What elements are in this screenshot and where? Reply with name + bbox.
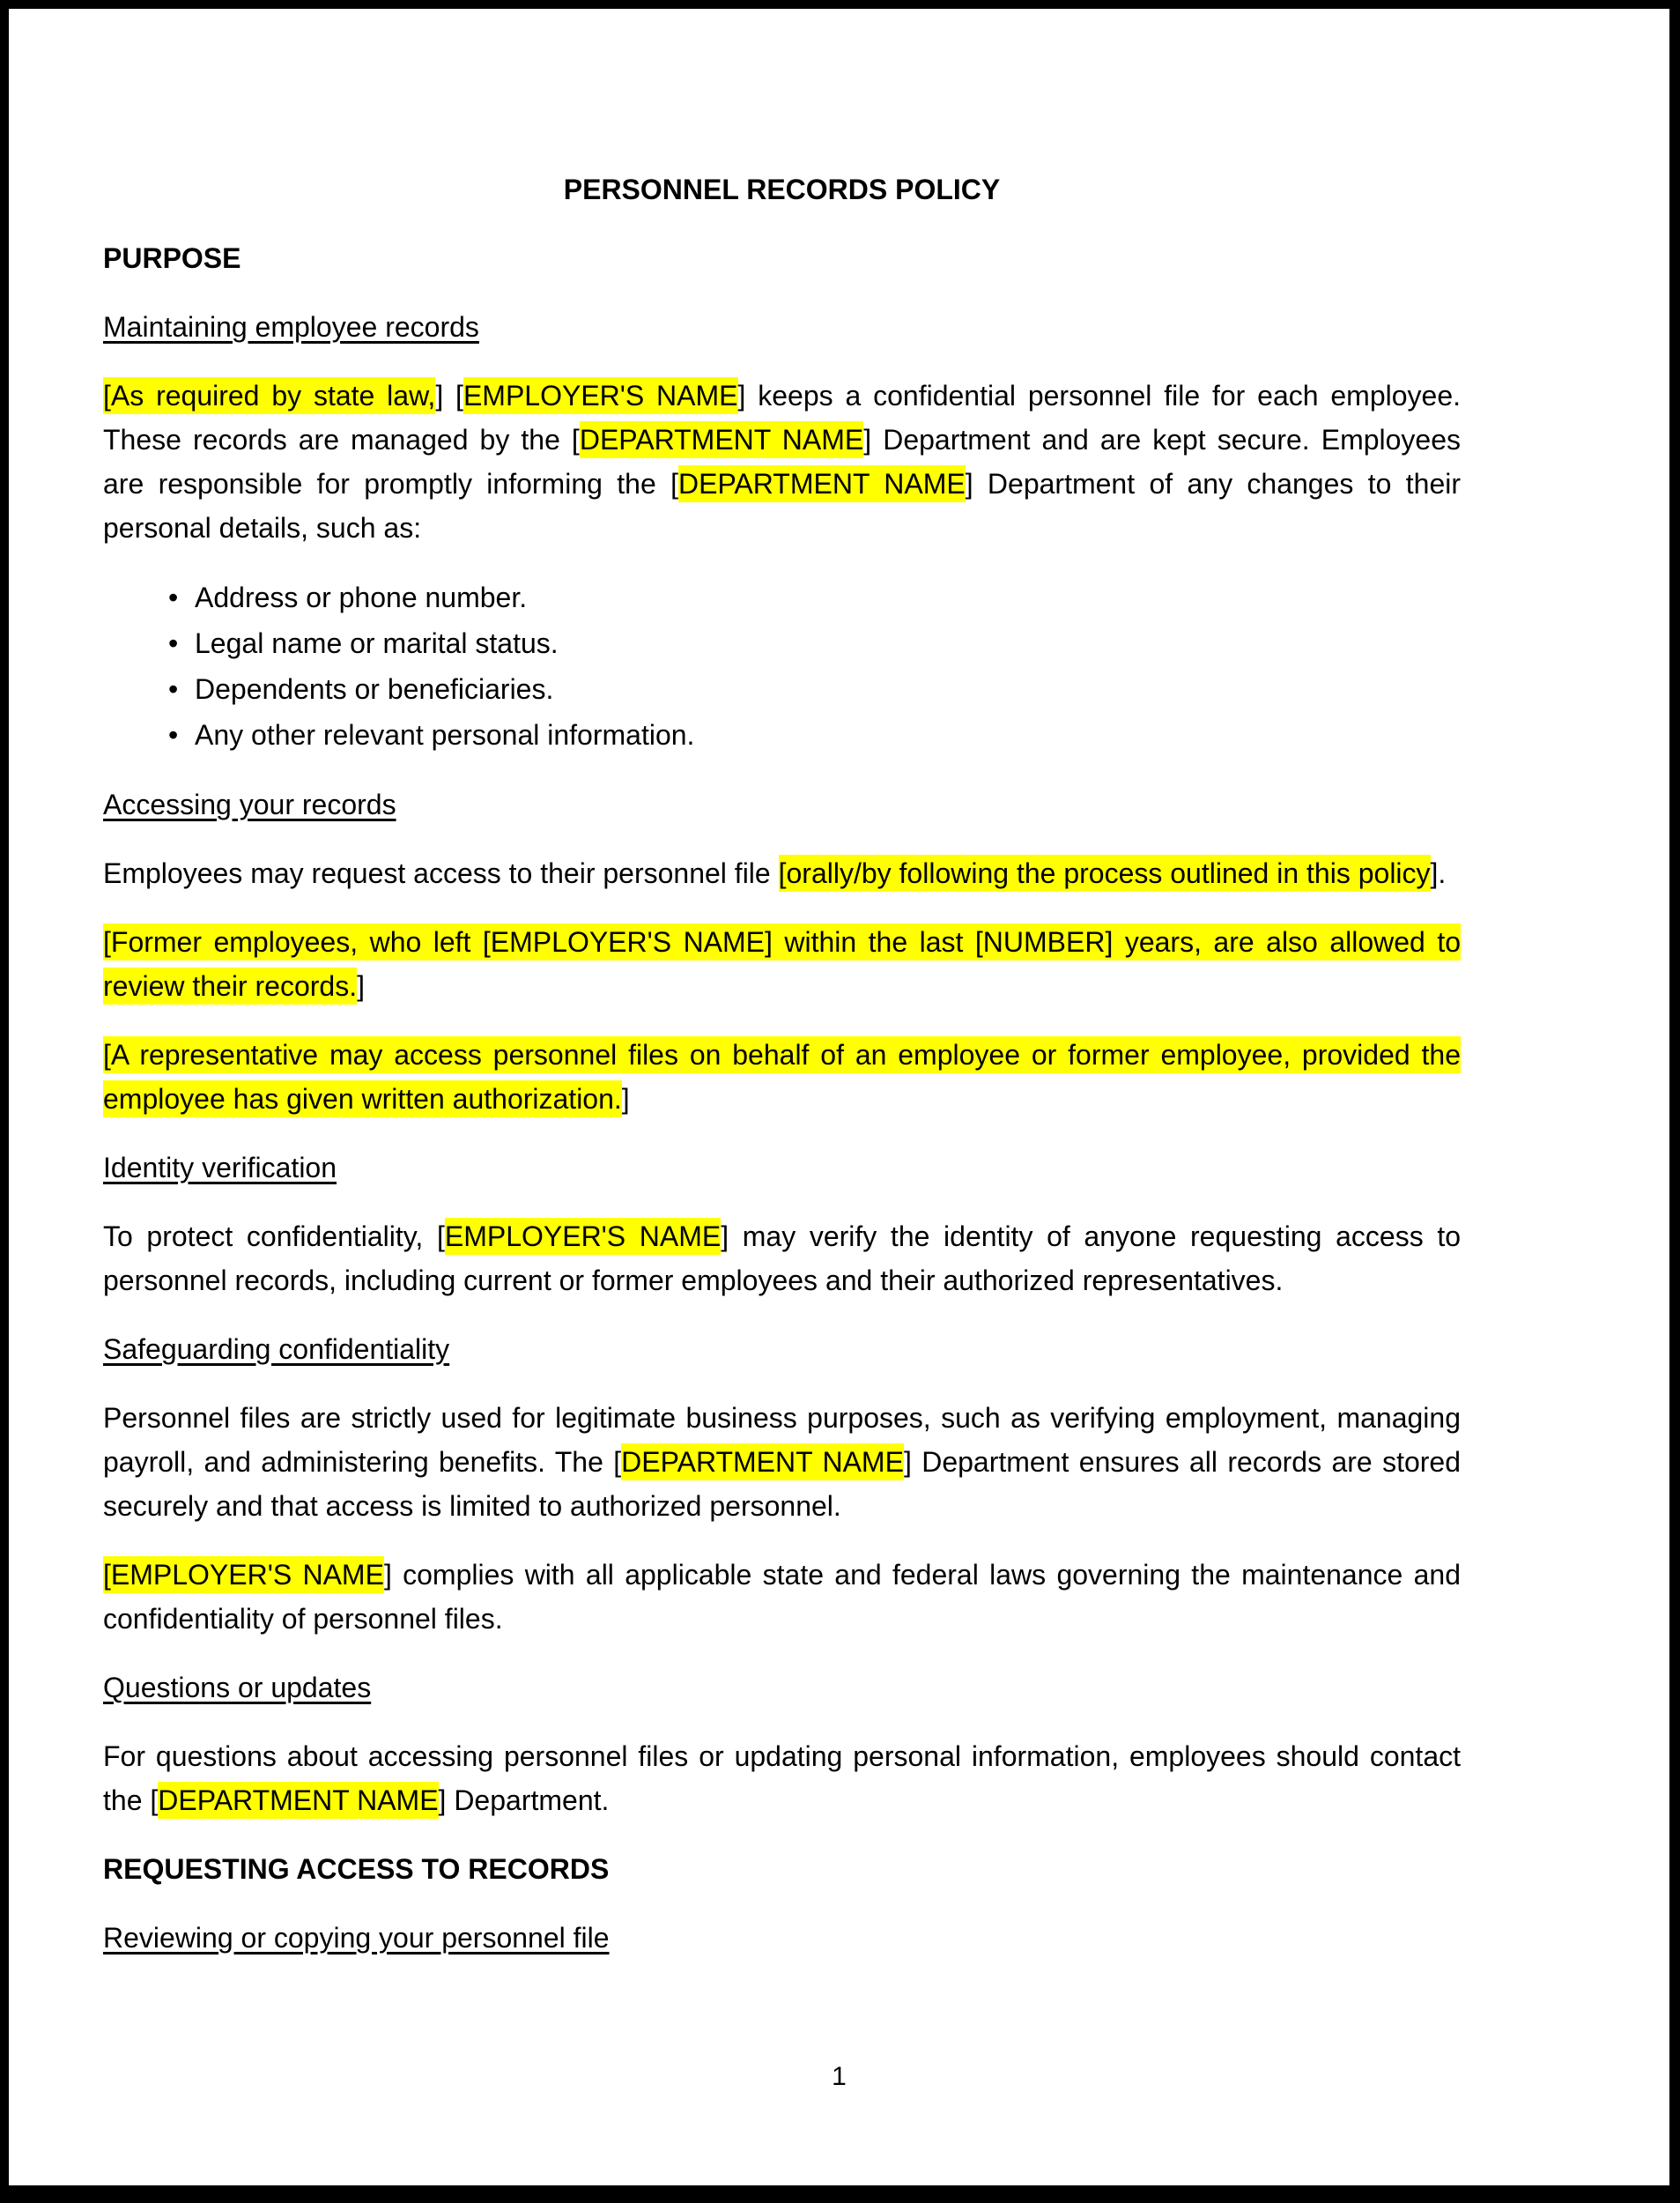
paragraph-accessing-2: [103, 920, 1461, 1008]
page-number: 1: [832, 2062, 847, 2091]
paragraph-questions: [103, 1734, 1461, 1822]
subsection-heading-questions: Questions or updates: [103, 1672, 372, 1703]
body-text: To protect confidentiality, [: [103, 1220, 445, 1252]
body-text: ] Department and are kept secure. Employees are responsible for promptly informing the [: [103, 424, 1462, 500]
body-text: ]: [357, 970, 365, 1002]
bullet-icon: •: [168, 582, 179, 613]
placeholder-employer-name: EMPLOYER'S NAME: [445, 1218, 721, 1255]
body-text: ].: [1430, 857, 1447, 889]
list-item-text: Legal name or marital status.: [195, 627, 559, 659]
subsection-heading-maintaining: Maintaining employee records: [103, 311, 479, 343]
placeholder-employer-name: EMPLOYER'S NAME: [463, 377, 738, 414]
bullet-icon: •: [168, 627, 179, 659]
list-item-text: Any other relevant personal information.: [195, 719, 695, 751]
placeholder-department-name: DEPARTMENT NAME: [621, 1443, 904, 1480]
list-item: [103, 712, 1461, 758]
section-heading-requesting: REQUESTING ACCESS TO RECORDS: [103, 1853, 610, 1885]
body-text: ]: [621, 1083, 630, 1115]
body-text: For questions about accessing personnel files or updating personal information, employees should contact the [: [103, 1740, 1461, 1816]
highlighted-optional-text: [As required by state law,: [103, 377, 435, 414]
body-text: ] Department.: [438, 1784, 610, 1816]
document-title: PERSONNEL RECORDS POLICY: [563, 174, 1001, 205]
paragraph-accessing-3: [103, 1033, 1461, 1121]
subsection-heading-identity: Identity verification: [103, 1152, 337, 1183]
list-item-text: Address or phone number.: [195, 582, 528, 613]
highlighted-optional-text: [Former employees, who left [EMPLOYER'S NAME] within the last [NUMBER] years, are also allowed to review their records.: [103, 923, 1461, 1005]
body-text: Personnel files are strictly used for legitimate business purposes, such as verifying employment, managing payroll, and administering benefits. The [: [103, 1402, 1461, 1478]
subsection-heading-safeguarding: Safeguarding confidentiality: [103, 1333, 450, 1365]
paragraph-maintaining: [103, 374, 1461, 550]
body-text: ] Department of any changes to their personal details, such as:: [103, 468, 1462, 544]
highlighted-optional-text: [orally/by following the process outlined in this policy: [779, 855, 1431, 892]
list-item: [103, 575, 1461, 620]
list-item: [103, 666, 1461, 712]
personal-details-list: [103, 575, 1461, 758]
section-heading-purpose: PURPOSE: [103, 242, 241, 274]
body-text: ] complies with all applicable state and federal laws governing the maintenance and confidentiality of personnel files.: [103, 1559, 1462, 1635]
placeholder-department-name: DEPARTMENT NAME: [158, 1782, 438, 1819]
body-text: Employees may request access to their personnel file: [103, 857, 779, 889]
paragraph-accessing-1: [103, 851, 1461, 895]
list-item: [103, 620, 1461, 666]
body-text: ] keeps a confidential personnel file for each employee. These records are managed by the [: [103, 380, 1462, 456]
list-item-text: Dependents or beneficiaries.: [195, 673, 554, 705]
body-text: ] may verify the identity of anyone requesting access to personnel records, including current or former employees and their authorized representatives.: [103, 1220, 1462, 1296]
subsection-heading-reviewing: Reviewing or copying your personnel file: [103, 1922, 610, 1954]
paragraph-identity: [103, 1214, 1461, 1302]
placeholder-employer-name: [EMPLOYER'S NAME: [103, 1556, 384, 1593]
placeholder-department-name: DEPARTMENT NAME: [580, 421, 863, 458]
bullet-icon: •: [168, 719, 179, 751]
body-text: ] Department ensures all records are stored securely and that access is limited to authorized personnel.: [103, 1446, 1462, 1522]
placeholder-department-name: DEPARTMENT NAME: [678, 465, 966, 502]
subsection-heading-accessing: Accessing your records: [103, 789, 396, 820]
highlighted-optional-text: [A representative may access personnel files on behalf of an employee or former employee, provided the employee has given written authorization.: [103, 1036, 1461, 1117]
body-text: ] [: [435, 380, 463, 412]
paragraph-safeguarding-1: [103, 1396, 1461, 1528]
bullet-icon: •: [168, 673, 179, 705]
paragraph-safeguarding-2: [103, 1553, 1461, 1641]
